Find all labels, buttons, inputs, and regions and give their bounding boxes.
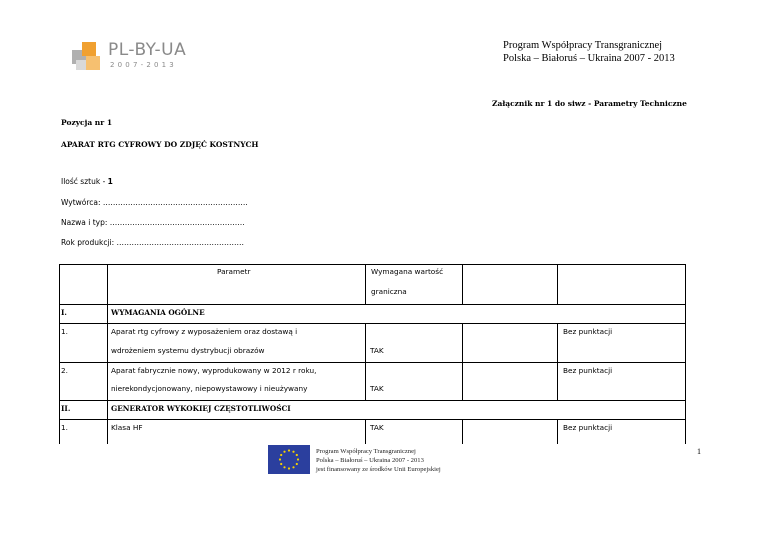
row-parameter-line2: wdrożeniem systemu dystrybucji obrazów: [111, 346, 265, 355]
row-parameter-line2: nierekondycjonowany, niepowystawowy i nieużywany: [111, 384, 308, 393]
header-required-value-2: graniczna: [371, 287, 407, 296]
row-score: Bez punktacji: [563, 366, 613, 375]
row-number: 2.: [61, 366, 68, 375]
row-parameter-line1: Klasa HF: [111, 423, 143, 432]
footer-line1: Program Współpracy Transgranicznej: [316, 448, 416, 455]
quantity-value: 1: [107, 177, 113, 186]
eu-flag-icon: [268, 445, 310, 474]
row-number: 1.: [61, 423, 68, 432]
row-parameter-line1: Aparat fabrycznie nowy, wyprodukowany w 2012 r roku,: [111, 366, 317, 375]
row-number: 1.: [61, 327, 68, 336]
header-required-value-1: Wymagana wartość: [371, 267, 444, 276]
header-parameter: Parametr: [217, 267, 251, 276]
row-required-value: TAK: [370, 384, 384, 393]
quantity-field: [61, 177, 113, 186]
section-number: II.: [61, 404, 71, 413]
logo-text: PL-BY-UA: [108, 40, 187, 60]
device-title: APARAT RTG CYFROWY DO ZDJĘĆ KOSTNYCH: [61, 140, 259, 149]
section-title: GENERATOR WYKOKIEJ CZĘSTOTLIWOŚCI: [111, 404, 291, 413]
row-parameter-line1: Aparat rtg cyfrowy z wyposażeniem oraz dostawą i: [111, 327, 298, 336]
manufacturer-field: Wytwórca: ………………………………………………….: [61, 198, 248, 207]
section-number: I.: [61, 308, 67, 317]
program-title-line2: Polska – Białoruś – Ukraina 2007 - 2013: [503, 53, 675, 64]
row-score: Bez punktacji: [563, 423, 613, 432]
footer-line2: Polska – Białoruś – Ukraina 2007 - 2013: [316, 457, 424, 464]
quantity-label: Ilość sztuk -: [61, 177, 108, 186]
program-title-line1: Program Współpracy Transgranicznej: [503, 40, 663, 51]
row-required-value: TAK: [370, 346, 384, 355]
logo-years: 2007-2013: [110, 61, 177, 69]
row-score: Bez punktacji: [563, 327, 613, 336]
annex-title: Załącznik nr 1 do siwz - Parametry Techniczne: [492, 99, 687, 108]
footer-line3: jest finansowany ze środków Unii Europejskiej: [316, 466, 441, 473]
row-required-value: TAK: [370, 423, 384, 432]
program-logo-mark: [72, 42, 102, 72]
name-type-field: Nazwa i typ: ………………………………………………: [61, 218, 245, 227]
page-number: 1: [697, 447, 701, 456]
section-title: WYMAGANIA OGÓLNE: [111, 308, 205, 317]
position-label: Pozycja nr 1: [61, 118, 113, 127]
year-field: Rok produkcji: ……………………………………………: [61, 238, 245, 247]
